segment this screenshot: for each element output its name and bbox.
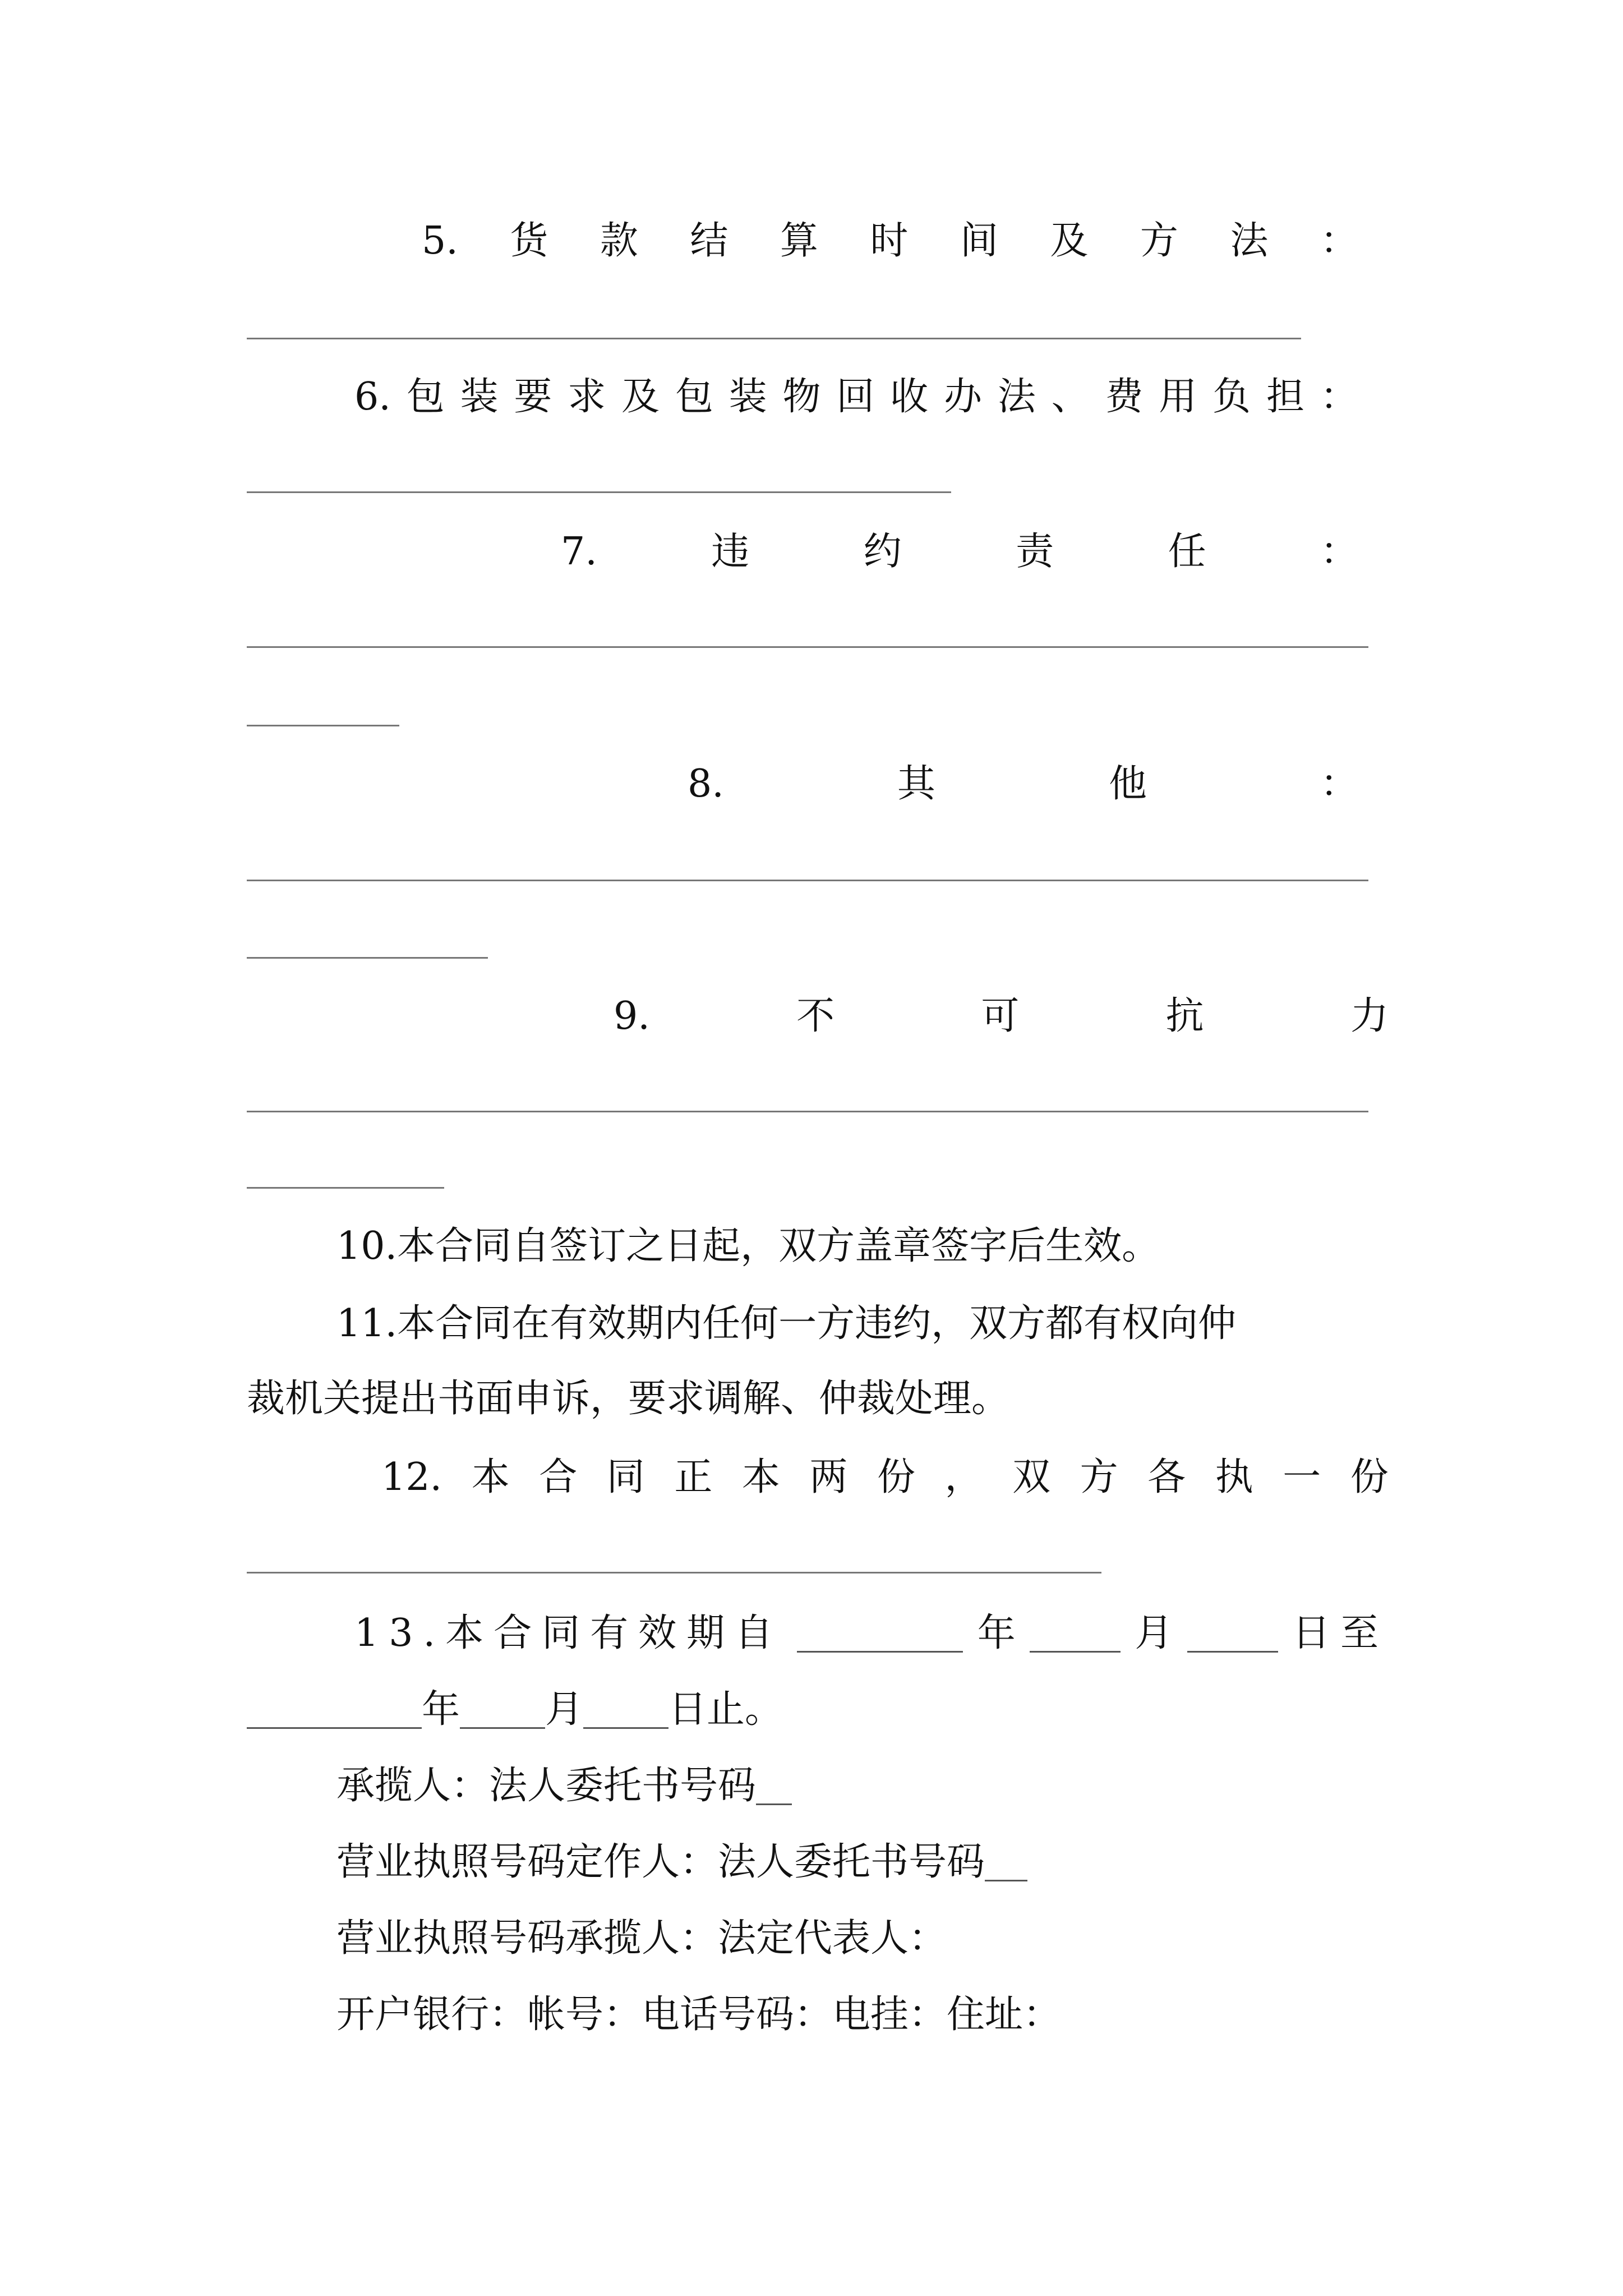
item-6-char: 装: [728, 375, 767, 419]
contractor-line-text: 承揽人：法人委托书号码: [336, 1764, 757, 1808]
ordering-blank: [985, 1845, 1027, 1881]
item-13-day-to-label: 日至: [1292, 1611, 1389, 1655]
item-6-char: 回: [836, 375, 875, 419]
item-6-char: 负: [1212, 375, 1251, 419]
license-contractor-line: 营业执照号码承揽人：法定代表人：: [336, 1916, 947, 1961]
item-12-char: 正: [674, 1455, 713, 1499]
item-12-char: 各: [1147, 1455, 1186, 1499]
item-6-char: 包: [406, 375, 445, 419]
item-5-char: 算: [780, 219, 818, 263]
item-6-char: 法: [997, 375, 1036, 419]
item-6-char: 担: [1266, 375, 1304, 419]
item-6-char: 要: [514, 375, 552, 419]
item-5-heading: [422, 219, 1358, 263]
end-month-blank: [460, 1692, 545, 1729]
item-6-char: 收: [890, 375, 929, 419]
item-8-fill-line-2: [247, 957, 488, 959]
item-6-char: 装: [460, 375, 499, 419]
item-7-heading: [561, 530, 1358, 574]
item-9-char: 可: [981, 994, 1020, 1038]
item-13-line-1: [354, 1611, 1389, 1655]
item-12-char: 一: [1283, 1455, 1321, 1499]
item-7-fill-line: [247, 646, 1368, 648]
item-6-char: 6.: [354, 375, 391, 419]
item-7-char: 7.: [561, 530, 597, 574]
item-8-fill-line: [247, 880, 1368, 881]
end-year-blank: [247, 1692, 422, 1729]
item-7-char: 责: [1016, 530, 1054, 574]
item-12-char: 本: [471, 1455, 510, 1499]
item-9-char: 不: [796, 994, 835, 1038]
item-12-char: 同: [606, 1455, 645, 1499]
item-8-char: 他: [1108, 762, 1147, 806]
item-9-fill-line: [247, 1111, 1368, 1112]
item-5-char: 法: [1230, 219, 1269, 263]
item-12-char: 合: [539, 1455, 578, 1499]
item-7-char: 约: [863, 530, 902, 574]
item-7-char: 任: [1168, 530, 1206, 574]
item-8-char: 其: [897, 762, 935, 806]
item-6-char: 费: [1105, 375, 1144, 419]
item-8-heading: [688, 762, 1358, 806]
item-5-char: 间: [960, 219, 998, 263]
contractor-line: [336, 1764, 792, 1808]
item-12-char: 12.: [381, 1455, 442, 1499]
license-ordering-line: [336, 1840, 1027, 1884]
item-11-text-line-2: 裁机关提出书面申诉，要求调解、仲裁处理。: [247, 1377, 1010, 1421]
item-6-char: 及: [621, 375, 660, 419]
item-9-heading: [614, 994, 1389, 1038]
item-11-text-line-1: 11.本合同在有效期内任何一方违约，双方都有权向仲: [336, 1301, 1237, 1346]
item-12-fill-line: [247, 1572, 1101, 1573]
item-6-char: ：: [1320, 375, 1358, 419]
item-13-line-2: [247, 1687, 783, 1732]
item-9-char: 9.: [614, 994, 650, 1038]
item-6-char: 办: [943, 375, 982, 419]
item-5-char: 时: [870, 219, 909, 263]
item-12-char: 份: [877, 1455, 915, 1499]
item-7-fill-line-2: [247, 725, 399, 726]
item-12-heading: [381, 1455, 1389, 1499]
start-month-blank: [1030, 1616, 1121, 1653]
item-5-char: 款: [600, 219, 638, 263]
start-day-blank: [1187, 1616, 1278, 1653]
item-6-char: 包: [675, 375, 713, 419]
item-5-char: ：: [1320, 219, 1358, 263]
item-5-char: 及: [1050, 219, 1089, 263]
item-7-char: 违: [711, 530, 750, 574]
item-9-char: 抗: [1165, 994, 1204, 1038]
item-6-fill-line: [247, 491, 951, 493]
item-5-char: 5.: [422, 219, 458, 263]
contractor-blank: [756, 1769, 792, 1805]
start-year-blank: [797, 1616, 963, 1653]
item-13-year-label-2: 年: [422, 1687, 460, 1732]
item-9-char: 力: [1350, 994, 1389, 1038]
item-13-month-label: 月: [1135, 1611, 1173, 1655]
item-5-char: 结: [690, 219, 728, 263]
item-12-char: 本: [741, 1455, 780, 1499]
item-12-char: 双: [1012, 1455, 1051, 1499]
item-12-char: 方: [1080, 1455, 1118, 1499]
item-10-text: 10.本合同自签订之日起，双方盖章签字后生效。: [336, 1224, 1160, 1268]
item-7-char: ：: [1320, 530, 1358, 574]
item-8-char: 8.: [688, 762, 724, 806]
item-12-char: 份: [1350, 1455, 1389, 1499]
item-8-char: ：: [1320, 762, 1358, 806]
item-12-char: 两: [809, 1455, 848, 1499]
item-5-char: 货: [510, 219, 548, 263]
item-6-char: 用: [1159, 375, 1197, 419]
item-13-day-end-label: 日止。: [668, 1687, 783, 1732]
item-13-prefix: 13.本合同有效期自: [354, 1611, 783, 1655]
item-5-char: 方: [1140, 219, 1178, 263]
item-5-fill-line: [247, 338, 1301, 339]
license-ordering-line-text: 营业执照号码定作人：法人委托书号码: [336, 1840, 985, 1884]
item-6-heading: [354, 375, 1358, 419]
item-6-char: 、: [1051, 375, 1090, 419]
item-9-fill-line-2: [247, 1187, 444, 1189]
end-day-blank: [583, 1692, 668, 1729]
item-12-char: 执: [1215, 1455, 1253, 1499]
item-12-char: ，: [944, 1455, 983, 1499]
item-13-year-label: 年: [977, 1611, 1016, 1655]
item-13-month-label-2: 月: [545, 1687, 584, 1732]
item-6-char: 求: [568, 375, 606, 419]
bank-line: 开户银行：帐号：电话号码：电挂：住址：: [336, 1993, 1062, 2037]
item-6-char: 物: [782, 375, 821, 419]
